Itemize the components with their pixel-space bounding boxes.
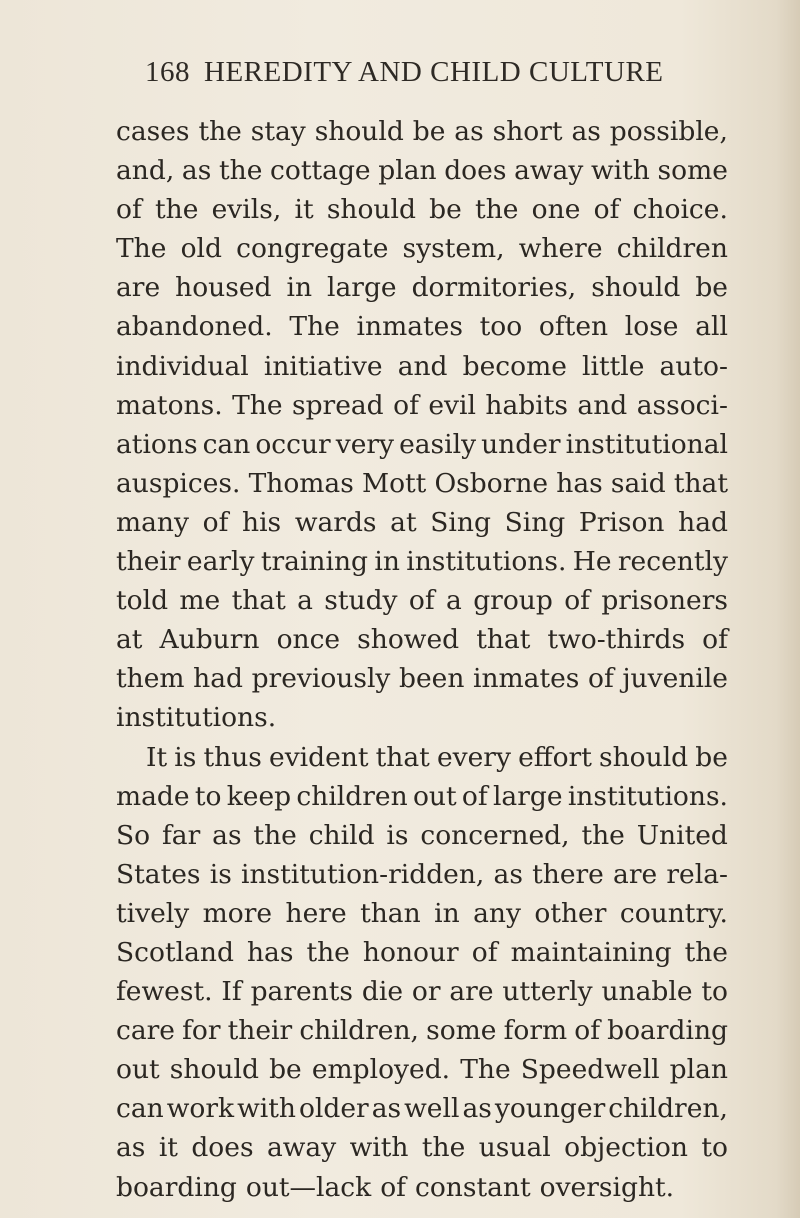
page-number: 168 [145,56,190,88]
text-line: cases the stay should be as short as possible, [116,116,728,147]
text-line: States is institution-ridden, as there are rela- [116,858,728,890]
text-line: care for their children, some form of boarding [116,1015,728,1047]
text-line: matons. The spread of evil habits and associ- [116,389,728,421]
text-line: ations can occur very easily under institutional [116,428,728,460]
running-head [145,56,685,89]
text-line: tively more here than in any other country. [116,897,728,929]
text-line: auspices. Thomas Mott Osborne has said that [116,467,728,499]
text-line: told me that a study of a group of prisoners [116,585,728,617]
text-line: are housed in large dormitories, should be [116,272,728,304]
text-line: at Auburn once showed that two-thirds of [116,624,728,656]
text-line: fewest. If parents die or are utterly unable to [116,976,728,1008]
text-line: abandoned. The inmates too often lose all [116,311,728,343]
text-line: many of his wards at Sing Sing Prison had [116,506,728,538]
paragraph [116,112,728,738]
body-text [116,112,728,1207]
text-line: boarding out—lack of constant oversight. [116,1171,675,1203]
running-title: HEREDITY AND CHILD CULTURE [204,56,664,88]
text-line: Scotland has the honour of maintaining the [116,936,728,968]
text-line: their early training in institutions. He recently [116,546,728,578]
paragraph [116,738,728,1207]
text-line: can work with older as well as younger children, [116,1093,728,1125]
text-line: So far as the child is concerned, the United [116,819,728,851]
text-line: The old congregate system, where children [116,233,728,265]
text-line: institutions. [116,702,277,734]
text-line: It is thus evident that every effort should be [146,741,728,773]
text-line: them had previously been inmates of juvenile [116,663,728,695]
text-line: made to keep children out of large institutions. [116,780,728,812]
text-line: individual initiative and become little auto- [116,350,728,382]
text-line: out should be employed. The Speedwell plan [116,1054,728,1086]
text-line: as it does away with the usual objection to [116,1132,728,1164]
text-line: of the evils, it should be the one of choice. [116,194,728,226]
text-line: and, as the cottage plan does away with some [116,155,728,187]
